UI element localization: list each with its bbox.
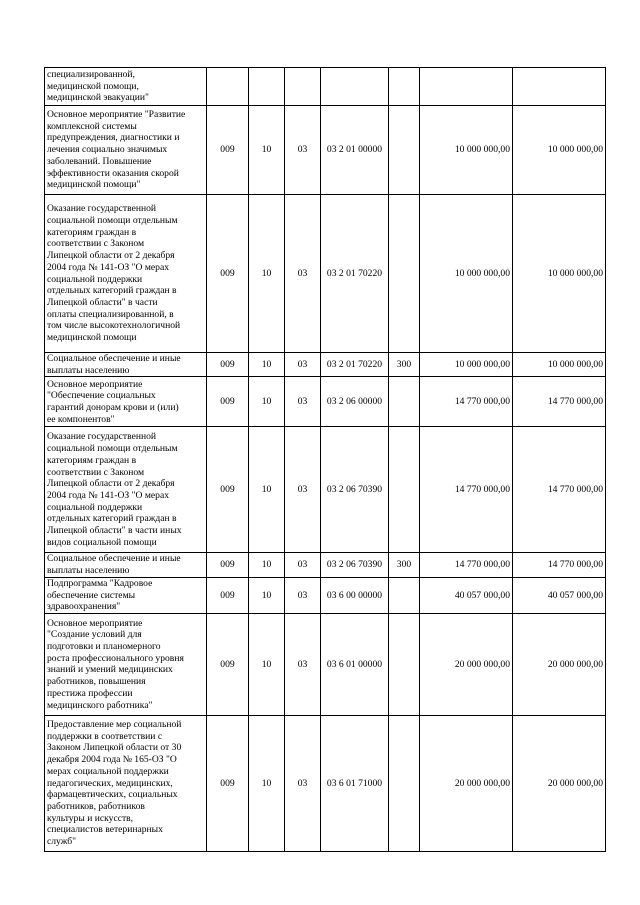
target-article-code: 03 2 06 70390 bbox=[321, 553, 389, 577]
amount-first-year: 10 000 000,00 bbox=[420, 106, 513, 195]
amount-second-year bbox=[513, 68, 606, 106]
expense-type-code bbox=[389, 195, 420, 353]
row-name: Оказание государственной социальной помощи отдельным категориям граждан в соответствии с Законом Липецкой области от 2 декабря 2004 года № 141-ОЗ "О мерах социальной поддержки отдельных категорий граждан в Липецкой области" в части иных видов социальной помощи bbox=[45, 427, 207, 553]
table-row bbox=[45, 715, 606, 851]
row-name: Предоставление мер социальной поддержки в соответствии с Законом Липецкой области от 30 декабря 2004 года № 165-ОЗ "О мерах социальной поддержки педагогических, медицинских, фармацевтических, социальных работников, работников культуры и искусств, специалистов ветеринарных служб" bbox=[45, 715, 207, 851]
ministry-code: 009 bbox=[207, 427, 249, 553]
amount-second-year: 14 770 000,00 bbox=[513, 553, 606, 577]
amount-first-year: 14 770 000,00 bbox=[420, 377, 513, 427]
table-row bbox=[45, 353, 606, 377]
ministry-code: 009 bbox=[207, 353, 249, 377]
amount-first-year: 20 000 000,00 bbox=[420, 715, 513, 851]
table-row bbox=[45, 577, 606, 613]
amount-second-year: 14 770 000,00 bbox=[513, 427, 606, 553]
target-article-code: 03 6 01 00000 bbox=[321, 613, 389, 715]
expense-type-code bbox=[389, 427, 420, 553]
table-row bbox=[45, 613, 606, 715]
amount-second-year: 10 000 000,00 bbox=[513, 195, 606, 353]
subsection-code: 03 bbox=[285, 715, 321, 851]
expense-type-code: 300 bbox=[389, 353, 420, 377]
table-row bbox=[45, 427, 606, 553]
expense-type-code bbox=[389, 715, 420, 851]
section-code: 10 bbox=[249, 106, 285, 195]
subsection-code: 03 bbox=[285, 427, 321, 553]
section-code: 10 bbox=[249, 553, 285, 577]
subsection-code: 03 bbox=[285, 106, 321, 195]
amount-second-year: 20 000 000,00 bbox=[513, 715, 606, 851]
amount-second-year: 10 000 000,00 bbox=[513, 106, 606, 195]
amount-first-year: 40 057 000,00 bbox=[420, 577, 513, 613]
target-article-code: 03 2 01 70220 bbox=[321, 195, 389, 353]
ministry-code bbox=[207, 68, 249, 106]
subsection-code: 03 bbox=[285, 195, 321, 353]
section-code: 10 bbox=[249, 715, 285, 851]
row-name: Социальное обеспечение и иные выплаты населению bbox=[45, 553, 207, 577]
table-row bbox=[45, 377, 606, 427]
target-article-code: 03 2 06 00000 bbox=[321, 377, 389, 427]
section-code: 10 bbox=[249, 427, 285, 553]
expense-type-code bbox=[389, 577, 420, 613]
expense-type-code: 300 bbox=[389, 553, 420, 577]
section-code: 10 bbox=[249, 613, 285, 715]
target-article-code: 03 2 01 70220 bbox=[321, 353, 389, 377]
subsection-code: 03 bbox=[285, 577, 321, 613]
row-name: Основное мероприятие "Обеспечение социальных гарантий донорам крови и (или) ее компонентов" bbox=[45, 377, 207, 427]
target-article-code: 03 2 06 70390 bbox=[321, 427, 389, 553]
target-article-code: 03 6 00 00000 bbox=[321, 577, 389, 613]
amount-first-year: 14 770 000,00 bbox=[420, 427, 513, 553]
section-code: 10 bbox=[249, 353, 285, 377]
amount-second-year: 14 770 000,00 bbox=[513, 377, 606, 427]
table-row bbox=[45, 106, 606, 195]
table-row bbox=[45, 195, 606, 353]
row-name: Оказание государственной социальной помощи отдельным категориям граждан в соответствии с Законом Липецкой области от 2 декабря 2004 года № 141-ОЗ "О мерах социальной поддержки отдельных категорий граждан в Липецкой области" в части оплаты специализированной, в том числе высокотехнологичной медицинской помощи bbox=[45, 195, 207, 353]
amount-first-year: 10 000 000,00 bbox=[420, 195, 513, 353]
table-row bbox=[45, 553, 606, 577]
table-row bbox=[45, 68, 606, 106]
ministry-code: 009 bbox=[207, 106, 249, 195]
amount-second-year: 20 000 000,00 bbox=[513, 613, 606, 715]
section-code bbox=[249, 68, 285, 106]
amount-first-year: 10 000 000,00 bbox=[420, 353, 513, 377]
ministry-code: 009 bbox=[207, 553, 249, 577]
row-name: Основное мероприятие "Создание условий для подготовки и планомерного роста профессионального уровня знаний и умений медицинских работников, повышения престижа профессии медицинского работника" bbox=[45, 613, 207, 715]
amount-first-year: 14 770 000,00 bbox=[420, 553, 513, 577]
expense-type-code bbox=[389, 613, 420, 715]
subsection-code: 03 bbox=[285, 553, 321, 577]
expense-type-code bbox=[389, 106, 420, 195]
ministry-code: 009 bbox=[207, 195, 249, 353]
amount-first-year: 20 000 000,00 bbox=[420, 613, 513, 715]
amount-first-year bbox=[420, 68, 513, 106]
amount-second-year: 10 000 000,00 bbox=[513, 353, 606, 377]
target-article-code: 03 2 01 00000 bbox=[321, 106, 389, 195]
ministry-code: 009 bbox=[207, 715, 249, 851]
section-code: 10 bbox=[249, 377, 285, 427]
row-name: Подпрограмма "Кадровое обеспечение системы здравоохранения" bbox=[45, 577, 207, 613]
ministry-code: 009 bbox=[207, 613, 249, 715]
subsection-code: 03 bbox=[285, 353, 321, 377]
target-article-code: 03 6 01 71000 bbox=[321, 715, 389, 851]
expense-type-code bbox=[389, 68, 420, 106]
budget-table bbox=[44, 67, 606, 852]
row-name: специализированной, медицинской помощи, медицинской эвакуации" bbox=[45, 68, 207, 106]
ministry-code: 009 bbox=[207, 577, 249, 613]
ministry-code: 009 bbox=[207, 377, 249, 427]
expense-type-code bbox=[389, 377, 420, 427]
row-name: Социальное обеспечение и иные выплаты населению bbox=[45, 353, 207, 377]
section-code: 10 bbox=[249, 577, 285, 613]
amount-second-year: 40 057 000,00 bbox=[513, 577, 606, 613]
section-code: 10 bbox=[249, 195, 285, 353]
subsection-code bbox=[285, 68, 321, 106]
subsection-code: 03 bbox=[285, 613, 321, 715]
subsection-code: 03 bbox=[285, 377, 321, 427]
row-name: Основное мероприятие "Развитие комплексной системы предупреждения, диагностики и лечения социально значимых заболеваний. Повышение эффективности оказания скорой медицинской помощи" bbox=[45, 106, 207, 195]
target-article-code bbox=[321, 68, 389, 106]
